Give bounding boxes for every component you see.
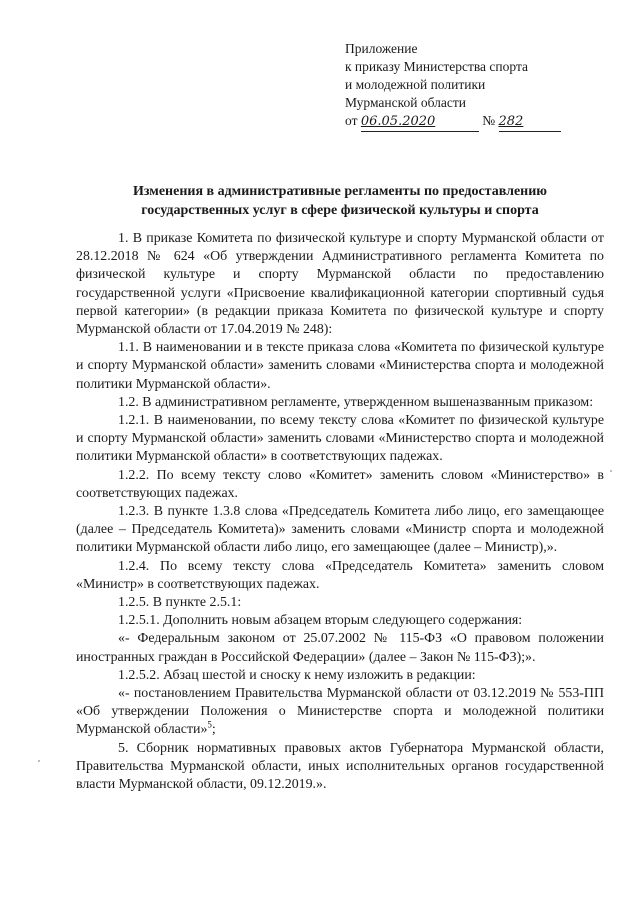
document-title — [80, 182, 600, 220]
quote-2-end: ; — [211, 722, 216, 738]
quote-paragraph-2 — [76, 685, 604, 740]
appendix-line-3: и молодежной политики — [345, 77, 486, 92]
title-line-1: Изменения в административные регламенты по предоставлению — [132, 184, 548, 199]
scan-speck — [38, 760, 40, 762]
paragraph-1-2-5-1: 1.2.5.1. Дополнить новым абзацем вторым следующего содержания: — [118, 613, 523, 629]
document-body — [76, 230, 604, 794]
date-prefix: от — [345, 113, 358, 128]
number-field — [499, 112, 561, 132]
appendix-header — [345, 40, 615, 132]
date-field — [361, 112, 479, 132]
paragraph-1-1: 1.1. В наименовании и в тексте приказа слова «Комитета по физической культуре и спорту Мурманской области» заменить словами «Министерства спорта и молодежной политики Мурманской области». — [76, 340, 604, 392]
paragraph-1: 1. В приказе Комитета по физической культуре и спорту Мурманской области от 28.12.2018 № 624 «Об утверждении Административного регламента Комитета по физической культуре и спорту Мурманской области по предоставлению государственной услуги «Присвоение квалификационной категории спортивный судья первой категории» (в редакции приказа Комитета по физической культуре и спорту Мурманской области от 17.04.2019 № 248): — [76, 231, 604, 338]
paragraph-1-2-5-2: 1.2.5.2. Абзац шестой и сноску к нему изложить в редакции: — [118, 667, 476, 683]
paragraph-1-2-5: 1.2.5. В пункте 2.5.1: — [118, 595, 242, 611]
paragraph-1-2-2: 1.2.2. По всему тексту слово «Комитет» заменить словом «Министерство» в соответствующих падежах. — [76, 467, 604, 501]
number-prefix: № — [482, 113, 496, 128]
appendix-date-line — [345, 112, 615, 132]
quote-2-text: «- постановлением Правительства Мурманской области от 03.12.2019 № 553-ПП «Об утверждении Положения о Министерстве спорта и молодежной политики Мурманской области» — [76, 686, 604, 738]
paragraph-1-2-1: 1.2.1. В наименовании, по всему тексту слова «Комитет по физической культуре и спорту Мурманской области» заменить словами «Министерство спорта и молодежной политики Мурманской области» в соответствующих падежах. — [76, 413, 604, 465]
appendix-line-1: Приложение — [345, 41, 418, 56]
paragraph-1-2-4: 1.2.4. По всему тексту слова «Председатель Комитета» заменить словом «Министр» в соответствующих падежах. — [76, 558, 604, 592]
handwritten-date: 06.05.2020 — [360, 114, 436, 129]
appendix-line-4: Мурманской области — [345, 95, 466, 110]
footnote-paragraph-5: 5. Сборник нормативных правовых актов Губернатора Мурманской области, Правительства Мурманской области, иных исполнительных органов государственной власти Мурманской области, 09.12.2019.». — [76, 740, 604, 793]
quote-paragraph-1: «- Федеральным законом от 25.07.2002 № 115-ФЗ «О правовом положении иностранных граждан в Российской Федерации» (далее – Закон № 115-ФЗ);». — [76, 631, 604, 665]
handwritten-number: 282 — [498, 114, 524, 129]
footnote-marker: 5 — [207, 719, 212, 730]
scan-speck — [610, 470, 612, 472]
paragraph-1-2-3: 1.2.3. В пункте 1.3.8 слова «Председатель Комитета либо лицо, его замещающее (далее – Председатель Комитета)» заменить словами «Министр спорта и молодежной политики Мурманской области либо лицо, его замещающее (далее – Министр),». — [76, 504, 604, 556]
appendix-line-2: к приказу Министерства спорта — [345, 59, 529, 74]
title-line-2: государственных услуг в сфере физической культуры и спорта — [141, 203, 539, 218]
paragraph-1-2: 1.2. В административном регламенте, утвержденном вышеназванным приказом: — [118, 394, 594, 410]
